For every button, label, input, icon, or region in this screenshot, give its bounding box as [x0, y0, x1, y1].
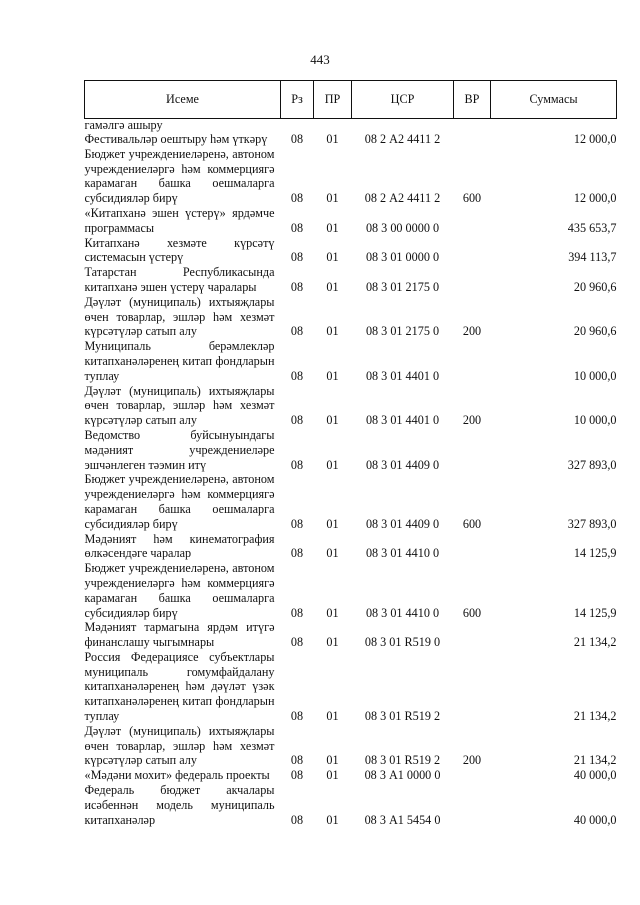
row-sum: 14 125,9 — [573, 605, 617, 620]
table-row — [85, 428, 617, 472]
row-vr — [454, 206, 491, 236]
row-name: Мәдәният һәм кинематография өлкәсендәге чаралар — [84, 531, 275, 561]
row-sum: 21 134,2 — [573, 635, 617, 650]
row-name: «Китапханә эшен үстерү» ярдәмче программасы — [84, 205, 275, 235]
row-rz: 08 — [290, 191, 304, 206]
row-vr — [454, 265, 491, 295]
row-pr: 01 — [326, 753, 339, 768]
row-pr: 01 — [326, 605, 339, 620]
row-vr: 600 — [462, 191, 482, 206]
row-rz: 08 — [290, 635, 304, 650]
row-name: Федераль бюджет акчалары исәбеннән модель муниципаль китапханәләр — [84, 783, 275, 827]
row-rz: 08 — [290, 768, 304, 783]
row-csr: 08 3 01 4410 0 — [365, 546, 440, 561]
row-rz: 08 — [290, 413, 304, 428]
row-vr — [454, 428, 491, 472]
row-sum — [491, 119, 617, 133]
row-vr — [454, 236, 491, 266]
row-csr: 08 2 А2 4411 2 — [364, 132, 441, 146]
row-pr: 01 — [326, 191, 339, 206]
row-pr: 01 — [326, 220, 339, 235]
row-vr: 200 — [462, 324, 482, 339]
row-csr: 08 3 А1 0000 0 — [364, 768, 441, 783]
row-rz: 08 — [290, 516, 304, 531]
row-csr: 08 3 01 2175 0 — [365, 279, 440, 294]
row-csr: 08 3 01 2175 0 — [365, 324, 440, 339]
row-csr — [352, 119, 454, 133]
row-sum: 20 960,6 — [573, 324, 617, 339]
row-vr — [454, 532, 491, 562]
row-pr: 01 — [326, 279, 339, 294]
row-name: Муниципаль берәмлекләр китапханәләренең китап фондларын туплау — [84, 339, 275, 383]
row-pr: 01 — [326, 516, 339, 531]
row-pr: 01 — [326, 546, 339, 561]
row-sum: 20 960,6 — [573, 279, 617, 294]
table-row — [85, 119, 617, 133]
row-name: Бюджет учреждениеләренә, автоном учреждениеләргә һәм коммерциягә карамаган башка оешмаларга субсидияләр бирү — [84, 472, 275, 531]
row-sum: 12 000,0 — [573, 191, 617, 206]
budget-table — [84, 80, 617, 827]
table-row — [85, 265, 617, 295]
table-row — [85, 650, 617, 724]
row-name: Фестивальләр оештыру һәм үткәрү — [84, 132, 268, 146]
header-name: Исеме — [85, 81, 281, 119]
row-rz: 08 — [290, 753, 304, 768]
row-csr: 08 3 01 R519 2 — [364, 709, 441, 724]
table-row — [85, 295, 617, 339]
row-vr: 200 — [462, 753, 482, 768]
row-pr: 01 — [326, 768, 339, 783]
row-vr: 600 — [462, 516, 482, 531]
row-sum: 40 000,0 — [573, 812, 617, 827]
row-name: Татарстан Республикасында китапханә эшен үстерү чаралары — [84, 265, 275, 294]
table-row — [85, 472, 617, 531]
row-name: Дәүләт (муниципаль) ихтыяҗлары өчен товарлар, эшләр һәм хезмәт күрсәтүләр сатып алу — [84, 294, 275, 339]
row-csr: 08 3 00 0000 0 — [365, 220, 440, 235]
row-csr: 08 3 01 R519 0 — [364, 635, 441, 650]
row-vr — [454, 650, 491, 724]
row-sum: 12 000,0 — [573, 132, 617, 146]
row-rz: 08 — [290, 250, 304, 265]
row-name: Дәүләт (муниципаль) ихтыяҗлары өчен товарлар, эшләр һәм хезмәт күрсәтүләр сатып алу — [84, 723, 275, 768]
row-pr: 01 — [326, 812, 339, 827]
table-row — [85, 206, 617, 236]
row-pr: 01 — [326, 709, 339, 724]
row-name: гамәлгә ашыру — [84, 118, 163, 132]
row-sum: 14 125,9 — [573, 546, 617, 561]
row-rz: 08 — [290, 324, 304, 339]
table-row — [85, 783, 617, 827]
row-vr — [454, 339, 491, 383]
table-row — [85, 724, 617, 768]
header-pr: ПР — [314, 81, 352, 119]
row-sum: 435 653,7 — [567, 220, 617, 235]
row-name: Дәүләт (муниципаль) ихтыяҗлары өчен товарлар, эшләр һәм хезмәт күрсәтүләр сатып алу — [84, 383, 275, 428]
row-name: Бюджет учреждениеләренә, автоном учреждениеләргә һәм коммерциягә карамаган башка оешмаларга субсидияләр бирү — [84, 561, 275, 620]
table-row — [85, 132, 617, 147]
row-sum: 40 000,0 — [573, 768, 617, 783]
table-row — [85, 147, 617, 206]
row-pr: 01 — [326, 324, 339, 339]
row-rz: 08 — [290, 457, 304, 472]
row-name: Китапханә хезмәте күрсәтү системасын үстерү — [84, 235, 275, 265]
row-name: «Мәдәни мохит» федераль проекты — [84, 768, 270, 783]
row-pr — [314, 119, 352, 133]
row-name: Россия Федерациясе субъектлары муниципаль гомумфайдалану китапханәләренең һәм дәүләт үзәк китапханәләренең китап фондларын туплау — [84, 649, 275, 724]
row-vr: 200 — [462, 413, 482, 428]
row-pr: 01 — [326, 457, 339, 472]
row-csr: 08 3 01 4409 0 — [365, 516, 440, 531]
row-pr: 01 — [326, 132, 339, 146]
row-name: Бюджет учреждениеләренә, автоном учреждениеләргә һәм коммерциягә карамаган башка оешмаларга субсидияләр бирү — [84, 146, 275, 206]
row-csr: 08 3 01 0000 0 — [365, 250, 440, 265]
header-vr: ВР — [454, 81, 491, 119]
row-name: Мәдәният тармагына ярдәм итүгә финанслашу чыгымнары — [84, 620, 275, 650]
row-pr: 01 — [326, 635, 339, 650]
table-row — [85, 339, 617, 383]
row-pr: 01 — [326, 413, 339, 428]
row-sum: 327 893,0 — [567, 516, 617, 531]
row-rz: 08 — [290, 279, 304, 294]
row-pr: 01 — [326, 250, 339, 265]
row-sum: 21 134,2 — [573, 753, 617, 768]
header-rz: Рз — [281, 81, 314, 119]
row-sum: 394 113,7 — [568, 250, 617, 265]
row-sum: 327 893,0 — [567, 457, 617, 472]
table-row — [85, 620, 617, 650]
row-csr: 08 3 01 4410 0 — [365, 605, 440, 620]
row-vr — [454, 768, 491, 783]
header-csr: ЦСР — [352, 81, 454, 119]
row-csr: 08 3 01 4401 0 — [365, 368, 440, 383]
table-row — [85, 532, 617, 562]
row-rz: 08 — [290, 709, 304, 724]
row-sum: 10 000,0 — [573, 413, 617, 428]
row-rz: 08 — [290, 220, 304, 235]
row-vr — [454, 132, 491, 147]
row-vr — [454, 783, 491, 827]
row-rz: 08 — [290, 368, 304, 383]
row-csr: 08 3 01 4401 0 — [365, 413, 440, 428]
row-vr: 600 — [462, 605, 482, 620]
table-row — [85, 561, 617, 620]
table-row — [85, 236, 617, 266]
table-row — [85, 384, 617, 428]
row-rz: 08 — [290, 605, 304, 620]
table-header-row — [85, 81, 617, 119]
table-row — [85, 768, 617, 783]
row-rz: 08 — [290, 132, 304, 146]
row-vr — [454, 620, 491, 650]
row-csr: 08 3 01 4409 0 — [365, 457, 440, 472]
header-sum: Суммасы — [491, 81, 617, 119]
row-csr: 08 3 А1 5454 0 — [364, 812, 441, 827]
page-number: 443 — [310, 52, 330, 67]
row-csr: 08 2 А2 4411 2 — [364, 191, 441, 206]
row-csr: 08 3 01 R519 2 — [364, 753, 441, 768]
row-rz — [281, 119, 314, 133]
row-sum: 10 000,0 — [573, 368, 617, 383]
row-rz: 08 — [290, 812, 304, 827]
row-pr: 01 — [326, 368, 339, 383]
row-name: Ведомство буйсынуындагы мәдәният учреждениеләре эшчәнлеген тәэмин итү — [84, 427, 275, 472]
row-sum: 21 134,2 — [573, 709, 617, 724]
row-vr — [454, 119, 491, 133]
row-rz: 08 — [290, 546, 304, 561]
